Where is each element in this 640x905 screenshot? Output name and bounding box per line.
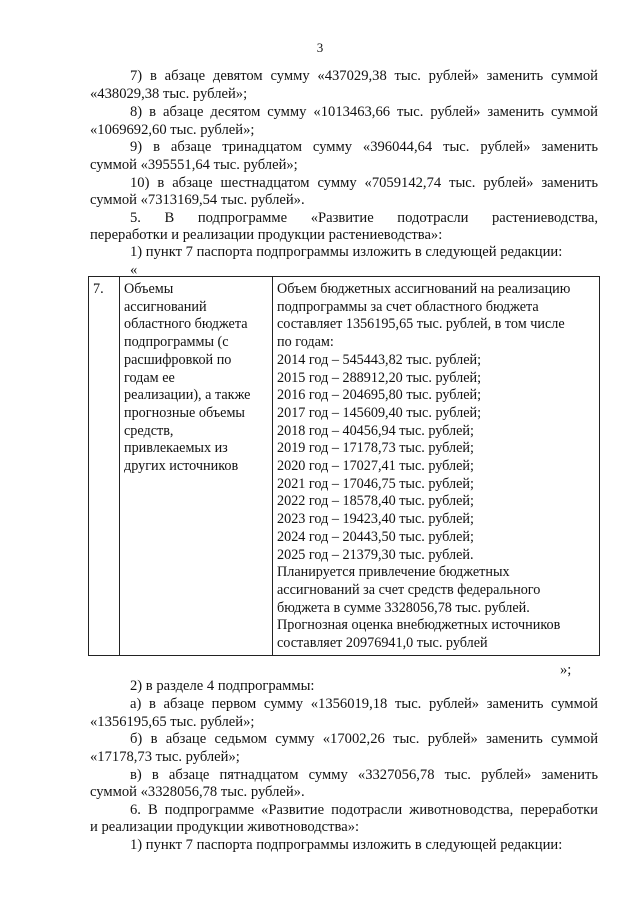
content-line: 2020 год – 17027,41 тыс. рублей; [277,458,474,475]
content-line: 2021 год – 17046,75 тыс. рублей; [277,475,474,492]
content-line: Прогнозная оценка внебюджетных источников [277,617,561,634]
content-line: 2022 год – 18578,40 тыс. рублей; [277,493,474,510]
closing-quote: »; [560,662,572,678]
name-line: привлекаемых из [124,440,228,457]
text-line: 2) в разделе 4 подпрограммы: [130,678,315,694]
content-line: 2014 год – 545443,82 тыс. рублей; [277,351,482,368]
text-line: переработки и реализации продукции растениеводства»: [90,227,443,243]
text-line: в) в абзаце пятнадцатом сумму «3327056,78 тыс. рублей» заменить [130,767,598,783]
row-number-cell [89,277,120,656]
text-line: а) в абзаце первом сумму «1356019,18 тыс. рублей» заменить суммой [130,696,598,712]
content-line: 2023 год – 19423,40 тыс. рублей; [277,511,474,528]
name-line: прогнозные объемы [124,404,245,421]
text-line: 6. В подпрограмме «Развитие подотрасли животноводства, переработки [130,802,598,818]
name-line: средств, [124,422,174,439]
name-line: реализации), а также [124,387,251,404]
name-line: других источников [124,458,239,475]
opening-quote: « [130,262,138,278]
content-line: 2017 год – 145609,40 тыс. рублей; [277,404,482,421]
row-name-cell [120,277,273,656]
text-line: б) в абзаце седьмом сумму «17002,26 тыс. рублей» заменить суммой [130,731,598,747]
text-line: 8) в абзаце десятом сумму «1013463,66 тыс. рублей» заменить суммой [130,104,598,120]
text-line: 1) пункт 7 паспорта подпрограммы изложить в следующей редакции: [130,837,563,853]
content-line: подпрограммы за счет областного бюджета [277,298,539,315]
name-line: Объемы [124,281,174,297]
text-line: и реализации продукции животноводства»: [90,819,360,835]
row-number: 7. [93,281,104,297]
content-line: 2018 год – 40456,94 тыс. рублей; [277,422,474,439]
content-line: составляет 20976941,0 тыс. рублей [277,635,488,652]
name-line: расшифровкой по [124,351,232,368]
text-line: «438029,38 тыс. рублей»; [90,86,248,102]
content-line: 2019 год – 17178,73 тыс. рублей; [277,440,474,457]
row-content-cell [273,277,600,656]
content-line: 2016 год – 204695,80 тыс. рублей; [277,387,482,404]
content-line: по годам: [277,334,334,351]
content-line: составляет 1356195,65 тыс. рублей, в том числе [277,316,565,333]
content-line: 2015 год – 288912,20 тыс. рублей; [277,369,482,386]
text-line: «1356195,65 тыс. рублей»; [90,714,255,730]
name-line: ассигнований [124,298,207,315]
text-line: «17178,73 тыс. рублей»; [90,749,240,765]
text-line: суммой «7313169,54 тыс. рублей». [90,192,305,208]
content-line: бюджета в сумме 3328056,78 тыс. рублей. [277,599,530,616]
page-number: 3 [316,40,324,55]
text-line: 5. В подпрограмме «Развитие подотрасли растениеводства, [130,210,598,226]
content-line: ассигнований за счет средств федерального [277,581,541,598]
text-line: 9) в абзаце тринадцатом сумму «396044,64 тыс. рублей» заменить [130,139,598,155]
text-line: 1) пункт 7 паспорта подпрограммы изложить в следующей редакции: [130,244,563,260]
content-line: Планируется привлечение бюджетных [277,564,510,581]
name-line: подпрограммы (с [124,334,229,351]
text-line: суммой «3328056,78 тыс. рублей». [90,784,305,800]
passport-table [88,276,600,656]
text-line: 10) в абзаце шестнадцатом сумму «7059142,74 тыс. рублей» заменить [130,175,598,191]
content-line: Объем бюджетных ассигнований на реализацию [277,281,571,297]
content-line: 2025 год – 21379,30 тыс. рублей. [277,546,474,563]
name-line: областного бюджета [124,316,248,333]
text-line: «1069692,60 тыс. рублей»; [90,122,255,138]
text-line: суммой «395551,64 тыс. рублей»; [90,157,298,173]
name-line: годам ее [124,369,175,386]
text-line: 7) в абзаце девятом сумму «437029,38 тыс. рублей» заменить суммой [130,68,598,84]
content-line: 2024 год – 20443,50 тыс. рублей; [277,528,474,545]
table-row [89,277,600,656]
